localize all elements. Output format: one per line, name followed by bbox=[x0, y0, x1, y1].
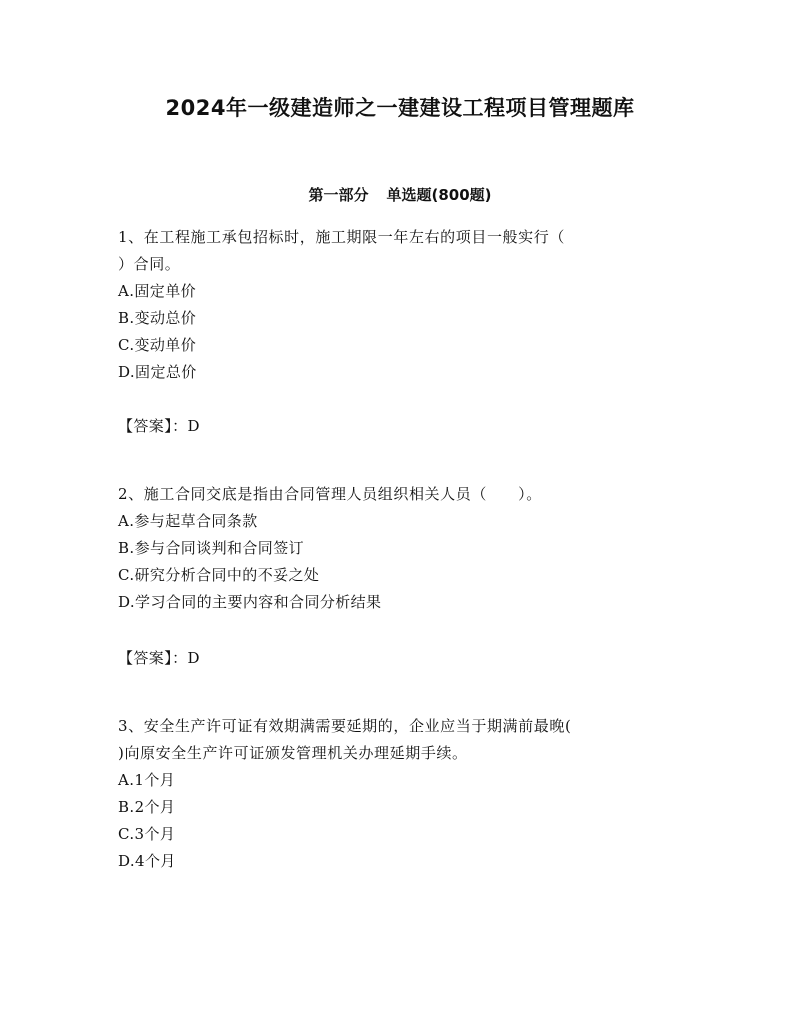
question-2-option-b: B.参与合同谈判和合同签订 bbox=[118, 539, 304, 557]
question-1-option-c: C.变动单价 bbox=[118, 336, 197, 354]
question-2-option-c: C.研究分析合同中的不妥之处 bbox=[118, 566, 320, 584]
document-title: 2024年一级建造师之一建建设工程项目管理题库 bbox=[165, 96, 635, 120]
question-3-option-d: D.4个月 bbox=[118, 852, 176, 870]
question-3-stem-line-2: )向原安全生产许可证颁发管理机关办理延期手续。 bbox=[118, 744, 468, 762]
question-1-option-b: B.变动总价 bbox=[118, 309, 197, 327]
question-1-stem-line-2: ）合同。 bbox=[118, 255, 181, 273]
question-1-option-d: D.固定总价 bbox=[118, 363, 197, 381]
question-1-stem-line-1: 1、在工程施工承包招标时，施工期限一年左右的项目一般实行（ bbox=[118, 228, 565, 246]
question-3-stem-line-1: 3、安全生产许可证有效期满需要延期的，企业应当于期满前最晚( bbox=[118, 717, 572, 735]
section-heading bbox=[0, 184, 800, 205]
question-1-option-a: A.固定单价 bbox=[118, 282, 197, 300]
question-2-answer: 【答案】：D bbox=[118, 649, 200, 667]
question-2-stem-line-1: 2、施工合同交底是指由合同管理人员组织相关人员（ ）。 bbox=[118, 485, 542, 503]
question-1-answer: 【答案】：D bbox=[118, 417, 200, 435]
section-part: 第一部分 bbox=[308, 186, 369, 204]
question-3-option-a: A.1个月 bbox=[118, 771, 176, 789]
question-2-option-d: D.学习合同的主要内容和合同分析结果 bbox=[118, 593, 382, 611]
question-3-option-b: B.2个月 bbox=[118, 798, 176, 816]
section-type: 单选题(800题) bbox=[386, 186, 492, 204]
question-2-option-a: A.参与起草合同条款 bbox=[118, 512, 258, 530]
question-3-option-c: C.3个月 bbox=[118, 825, 176, 843]
